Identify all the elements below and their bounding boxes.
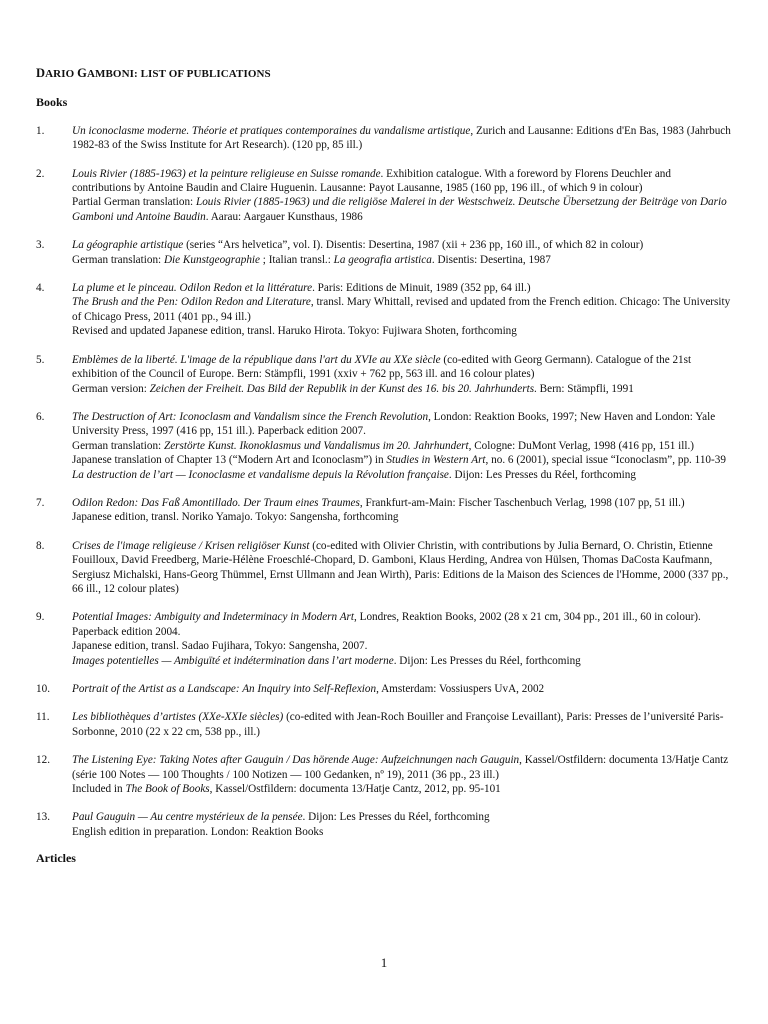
entry-number: 5. — [36, 353, 45, 366]
publication-entry — [36, 682, 732, 696]
entry-body — [72, 810, 732, 839]
citation-text: Revised and updated Japanese edition, transl. Haruko Hirota. Tokyo: Fujiwara Shoten, forthcoming — [72, 325, 517, 338]
title-text: The Brush and the Pen: Odilon Redon and Literature — [72, 296, 311, 309]
citation-text: , London: Reaktion Books, 1997; New Haven and London: Yale University Press, 1997 (416 pp, 151 ill.). Paperback edition 2007. — [72, 410, 716, 438]
entry-line — [72, 253, 732, 267]
section-heading-articles: Articles — [36, 851, 76, 866]
entry-body — [72, 496, 732, 525]
section-heading-books: Books — [36, 95, 68, 110]
entry-line — [72, 453, 732, 467]
entry-line — [72, 496, 732, 510]
entry-number: 8. — [36, 539, 45, 552]
entry-line — [72, 295, 732, 324]
entry-body — [72, 167, 732, 225]
publication-entry — [36, 496, 732, 525]
citation-text: , Frankfurt-am-Main: Fischer Taschenbuch Verlag, 1998 (107 pp, 51 ill.) — [359, 496, 685, 509]
publication-entry — [36, 410, 732, 482]
entry-number: 7. — [36, 496, 45, 509]
publication-entry — [36, 353, 732, 396]
title-text: Emblèmes de la liberté. L'image de la république dans l'art du XVIe au XXe siècle — [72, 353, 441, 366]
entry-line — [72, 810, 732, 824]
title-text: Zerstörte Kunst. Ikonoklasmus und Vandalismus im 20. Jahrhundert — [163, 439, 469, 452]
title-text: The Book of Books — [125, 783, 210, 796]
entry-number: 10. — [36, 683, 50, 695]
publication-entry — [36, 167, 732, 225]
entry-line — [72, 353, 732, 382]
citation-text: Included in — [72, 783, 126, 796]
citation-text: , Kassel/Ostfildern: documenta 13/Hatje Cantz, 2012, pp. 95-101 — [209, 783, 501, 796]
citation-text: (co-edited with Olivier Christin, with contributions by Julia Bernard, O. Christin, Etienne Fouilloux, David Freedberg, Marie-Hélène Froeschlé-Chopard, D. Gamboni, Klaus Herding, Andrea von Hülsen, Thomas DaCosta Kaufmann, Sergiusz Michalski, Hans-Georg Thümmel, Ernst Ullmann and Jean Wirth), Paris: Editions de la Maison des Sciences de l'Homme, 2000 (337 pp., 66 ill., 12 colour plates) — [72, 539, 729, 595]
title-text: La geografia artistica — [333, 253, 432, 266]
publication-list — [36, 124, 732, 839]
citation-text: Japanese edition, transl. Sadao Fujihara, Tokyo: Sangensha, 2007. — [72, 640, 368, 653]
publication-entry — [36, 710, 732, 739]
title-text: Images potentielles — Ambiguïté et indétermination dans l’art moderne — [72, 654, 394, 667]
title-part-amboni: AMBONI: LIST OF PUBLICATIONS — [86, 68, 271, 80]
page-number: 1 — [380, 955, 388, 970]
entry-line — [72, 238, 732, 252]
entry-line — [72, 382, 732, 396]
citation-text: . Disentis: Desertina, 1987 — [431, 253, 551, 266]
entry-line — [72, 654, 732, 668]
entry-line — [72, 710, 732, 739]
publication-entry — [36, 753, 732, 796]
entry-body — [72, 124, 732, 153]
title-text: Louis Rivier (1885-1963) et la peinture religieuse en Suisse romande — [72, 167, 381, 180]
entry-line — [72, 682, 732, 696]
document-title — [36, 66, 732, 81]
entry-number: 4. — [36, 282, 45, 295]
entry-body — [72, 710, 732, 739]
entry-line — [72, 825, 732, 839]
citation-text: . Dijon: Les Presses du Réel, forthcoming — [393, 654, 581, 667]
title-initial-g: G — [77, 66, 87, 80]
citation-text: Partial German translation: — [72, 196, 196, 209]
title-text: Studies in Western Art — [386, 454, 486, 467]
entry-line — [72, 281, 732, 295]
entry-body — [72, 753, 732, 796]
entry-body — [72, 682, 732, 696]
citation-text: , Kassel/Ostfildern: documenta 13/Hatje Cantz (série 100 Notes — 100 Thoughts / 100 Notizen — 100 Gedanken, nº 19), 2011 (36 pp., 23 ill.) — [72, 754, 729, 781]
publication-entry — [36, 539, 732, 597]
citation-text: Japanese edition, transl. Noriko Yamajo. Tokyo: Sangensha, forthcoming — [72, 511, 399, 524]
citation-text: (series “Ars helvetica”, vol. I). Disentis: Desertina, 1987 (xii + 236 pp, 160 ill., of which 82 in colour) — [183, 239, 644, 252]
entry-line — [72, 510, 732, 524]
entry-line — [72, 539, 732, 597]
title-text: Odilon Redon: Das Faß Amontillado. Der Traum eines Traumes — [72, 496, 360, 509]
entry-body — [72, 353, 732, 396]
title-text: Les bibliothèques d’artistes (XXe-XXIe siècles) — [72, 711, 284, 724]
title-part-ario: ARIO — [45, 68, 78, 80]
citation-text: , Cologne: DuMont Verlag, 1998 (416 pp, 151 ill.) — [468, 439, 695, 452]
title-text: Portrait of the Artist as a Landscape: An Inquiry into Self-Reflexion — [72, 683, 377, 695]
title-initial-d: D — [36, 66, 46, 80]
entry-line — [72, 639, 732, 653]
entry-line — [72, 324, 732, 338]
citation-text: , Londres, Reaktion Books, 2002 (28 x 21 cm, 304 pp., 201 ill., 60 in colour). Paperback edition 2004. — [72, 611, 701, 638]
entry-line — [72, 410, 732, 439]
entry-line — [72, 167, 732, 196]
document-page — [36, 66, 732, 880]
citation-text: , Zurich and Lausanne: Editions d'En Bas, 1983 (Jahrbuch 1982-83 of the Swiss Institute for Art Research). (120 pp, 85 ill.) — [72, 124, 731, 152]
publication-entry — [36, 610, 732, 668]
title-text: Louis Rivier (1885-1963) und die religiöse Malerei in der Westschweiz. Deutsche Übersetzung der Beiträge von Dario Gamboni und Antoine Baudin — [72, 196, 727, 223]
citation-text: . Dijon: Les Presses du Réel, forthcoming — [448, 468, 636, 481]
citation-text: . Dijon: Les Presses du Réel, forthcoming — [302, 811, 490, 824]
entry-line — [72, 753, 732, 782]
citation-text: . Exhibition catalogue. With a foreword by Florens Deuchler and contributions by Antoine Baudin and Claire Huguenin. Lausanne: Payot Lausanne, 1985 (160 pp, 196 ill., of which 9 in colour) — [72, 167, 671, 195]
citation-text: English edition in preparation. London: Reaktion Books — [72, 825, 324, 838]
title-text: The Destruction of Art: Iconoclasm and Vandalism since the French Revolution — [72, 410, 429, 423]
entry-number: 11. — [36, 711, 50, 724]
publication-entry — [36, 238, 732, 267]
entry-line — [72, 468, 732, 482]
citation-text: German translation: — [72, 439, 164, 452]
entry-line — [72, 439, 732, 453]
entry-body — [72, 410, 732, 482]
citation-text: . Bern: Stämpfli, 1991 — [534, 382, 634, 395]
title-text: La destruction de l’art — Iconoclasme et vandalisme depuis la Révolution française — [72, 468, 449, 481]
citation-text: , no. 6 (2001), special issue “Iconoclasm”, pp. 110-39 — [485, 454, 726, 467]
title-text: Die Kunstgeographie — [163, 253, 260, 266]
entry-line — [72, 124, 732, 153]
title-text: Potential Images: Ambiguity and Indeterminacy in Modern Art — [72, 611, 355, 624]
citation-text: ; Italian transl.: — [260, 253, 334, 266]
title-text: Un iconoclasme moderne. Théorie et pratiques contemporaines du vandalisme artistique — [72, 124, 471, 137]
citation-text: (co-edited with Georg Germann). Catalogue of the 21st exhibition of the Council of Europe. Bern: Stämpfli, 1991 (xxiv + 762 pp, 563 ill. and 16 colour plates) — [72, 353, 692, 381]
title-text: Zeichen der Freiheit. Das Bild der Republik in der Kunst des 16. bis 20. Jahrhunderts — [149, 382, 535, 395]
publication-entry — [36, 810, 732, 839]
publication-entry — [36, 124, 732, 153]
citation-text: Japanese translation of Chapter 13 (“Modern Art and Iconoclasm”) in — [72, 454, 387, 467]
publication-entry — [36, 281, 732, 339]
entry-line — [72, 610, 732, 639]
citation-text: German version: — [72, 382, 150, 395]
title-text: La plume et le pinceau. Odilon Redon et la littérature — [72, 282, 313, 295]
citation-text: , Amsterdam: Vossiuspers UvA, 2002 — [376, 683, 545, 695]
entry-number: 2. — [36, 167, 45, 180]
citation-text: . Paris: Editions de Minuit, 1989 (352 pp, 64 ill.) — [312, 282, 531, 295]
entry-number: 13. — [36, 811, 50, 824]
entry-number: 6. — [36, 410, 45, 423]
entry-body — [72, 539, 732, 597]
entry-line — [72, 782, 732, 796]
title-text: La géographie artistique — [72, 239, 184, 252]
title-text: Crises de l'image religieuse / Krisen religiöser Kunst — [72, 539, 310, 552]
citation-text: , transl. Mary Whittall, revised and updated from the French edition. Chicago: The University of Chicago Press, 2011 (401 pp., 94 ill.) — [72, 296, 731, 323]
title-text: The Listening Eye: Taking Notes after Gauguin / Das hörende Auge: Aufzeichnungen nach Gauguin — [72, 754, 520, 767]
entry-body — [72, 238, 732, 267]
entry-body — [72, 610, 732, 668]
citation-text: . Aarau: Aargauer Kunsthaus, 1986 — [205, 210, 363, 223]
citation-text: (co-edited with Jean-Roch Bouiller and Françoise Levaillant), Paris: Presses de l’université Paris-Sorbonne, 2010 (22 x 22 cm, 538 pp., ill.) — [72, 711, 724, 738]
entry-number: 1. — [36, 124, 45, 137]
entry-number: 9. — [36, 611, 45, 624]
entry-number: 12. — [36, 754, 50, 767]
title-text: Paul Gauguin — Au centre mystérieux de la pensée — [72, 811, 303, 824]
entry-body — [72, 281, 732, 339]
entry-line — [72, 195, 732, 224]
citation-text: German translation: — [72, 253, 164, 266]
entry-number: 3. — [36, 239, 45, 252]
